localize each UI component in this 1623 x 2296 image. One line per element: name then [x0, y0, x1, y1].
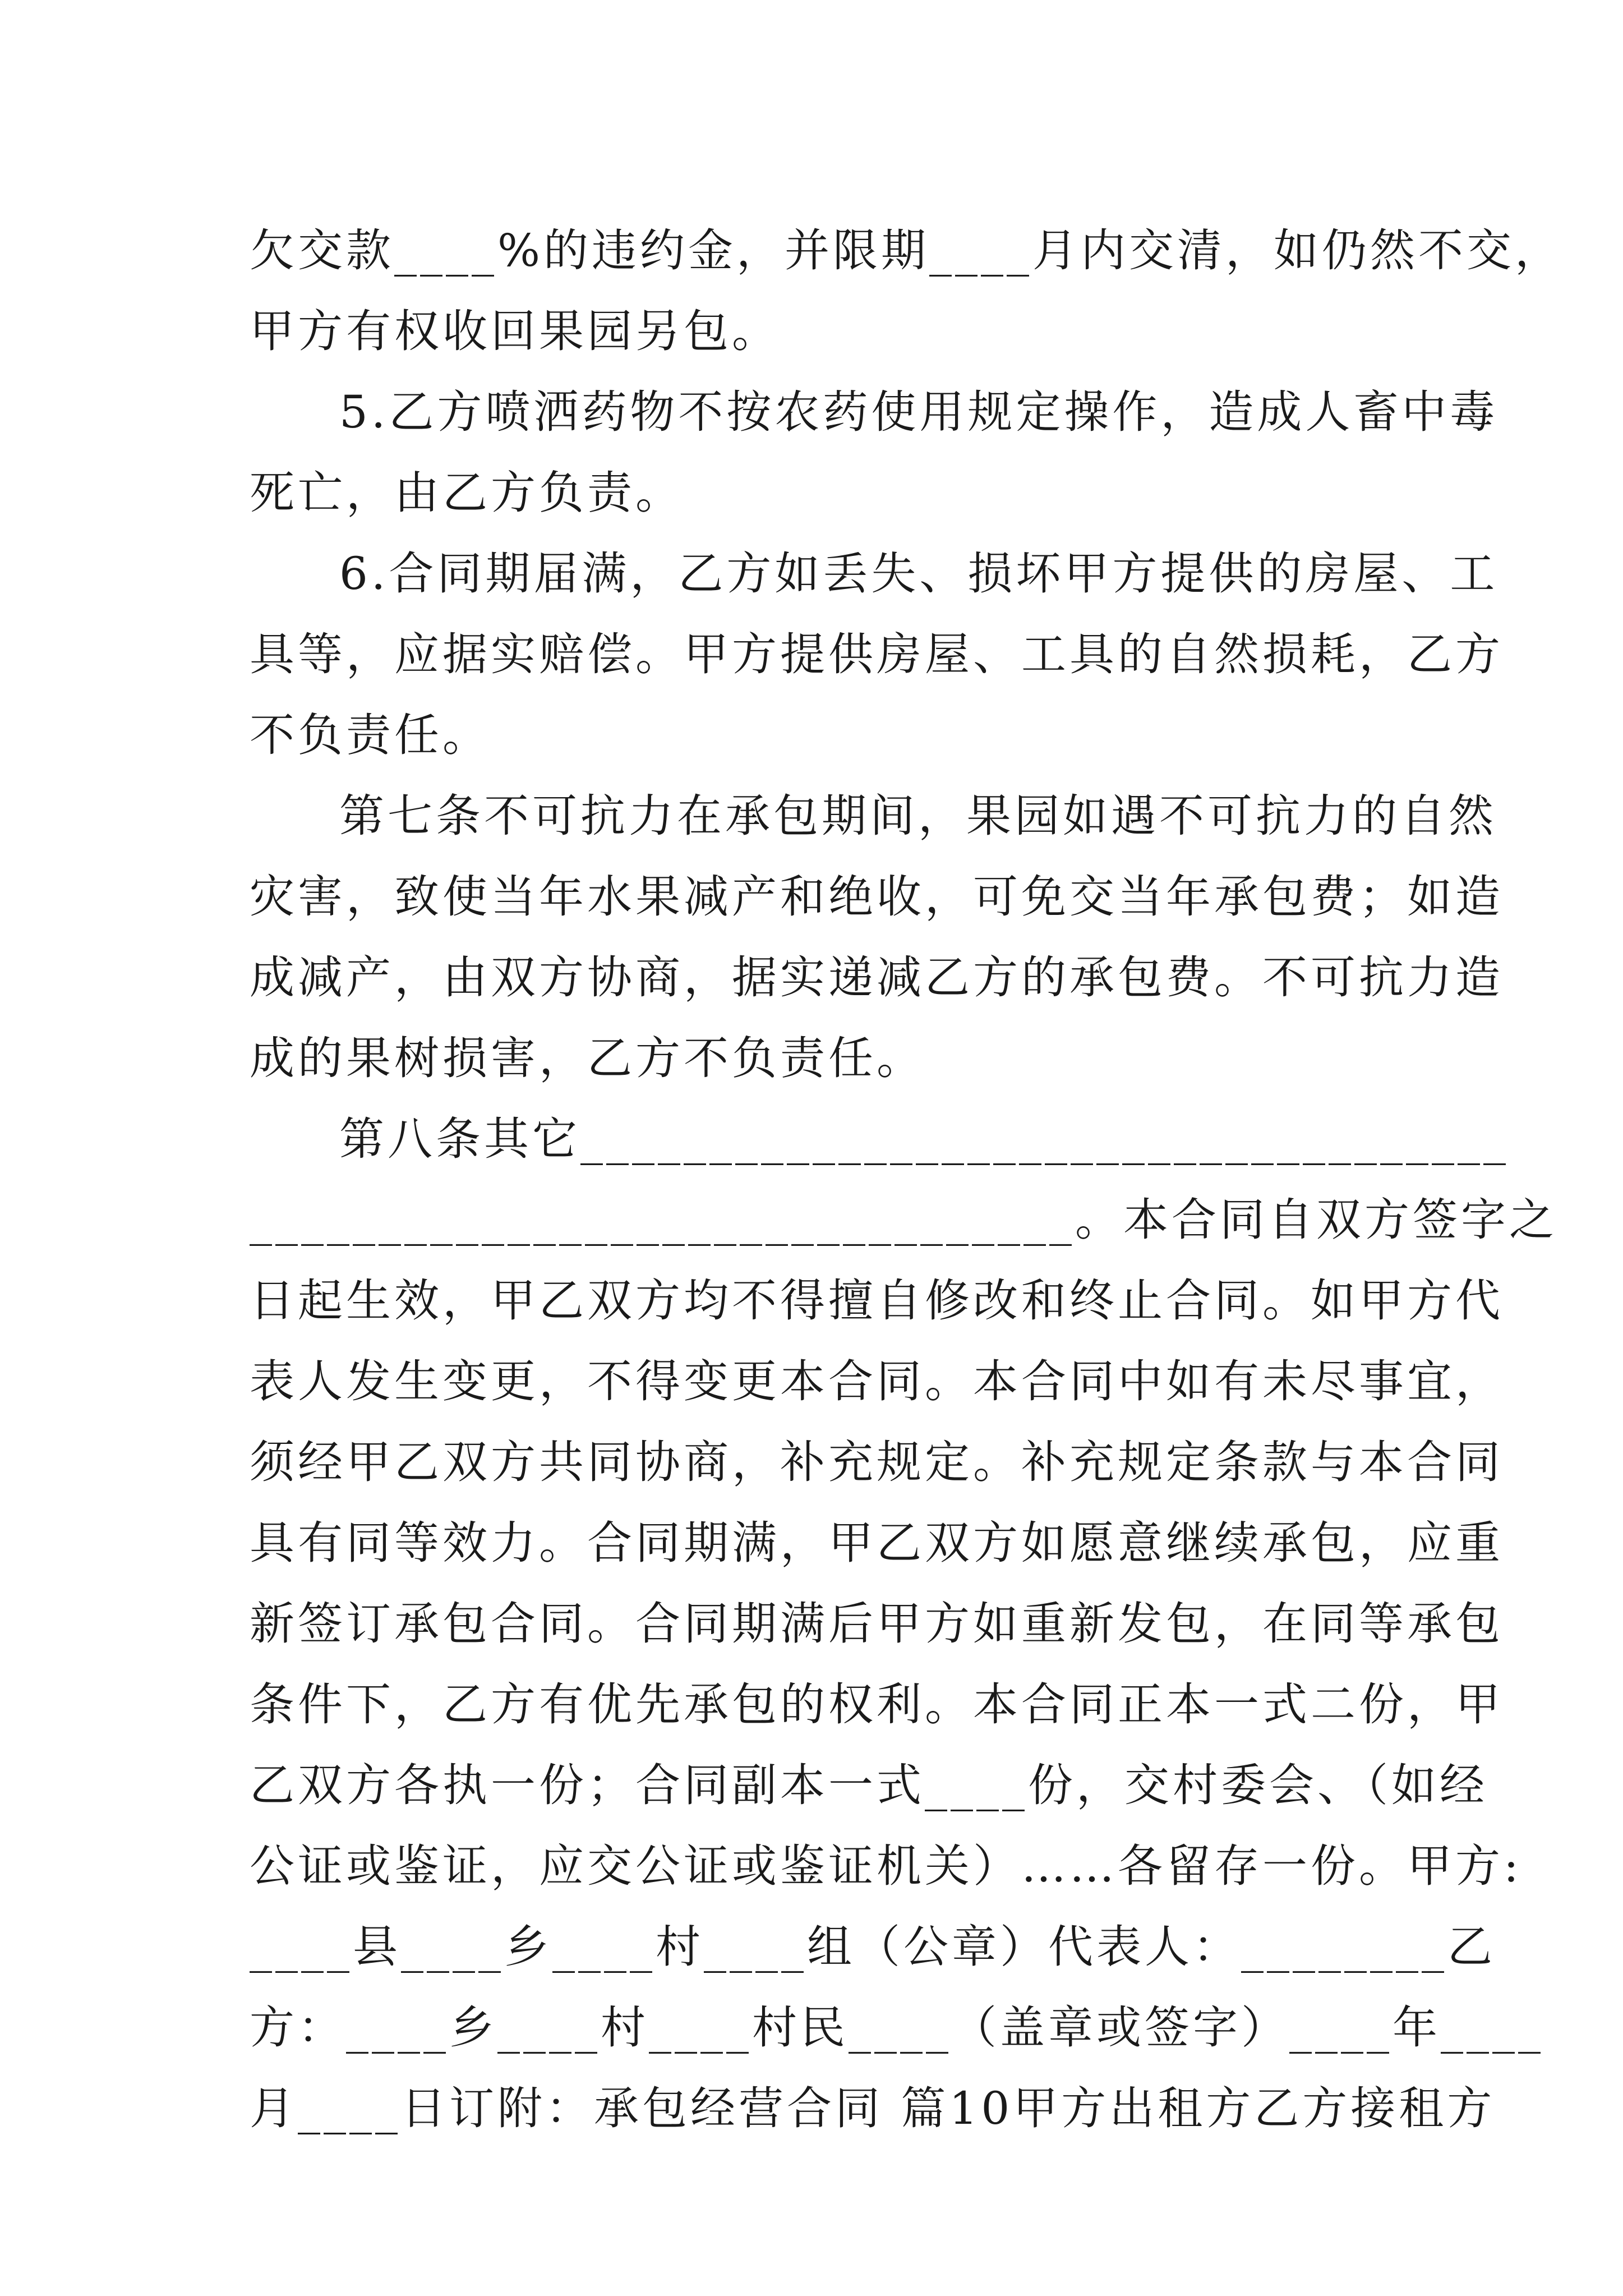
text-line: 条件下，乙方有优先承包的权利。本合同正本一式二份，甲 [250, 1678, 1504, 1731]
text-line: 方：____乡____村____村民____（盖章或签字）____年____ [250, 2001, 1544, 2054]
text-line: 表人发生变更，不得变更本合同。本合同中如有未尽事宜， [250, 1355, 1504, 1407]
text-line: 灾害，致使当年水果减产和绝收，可免交当年承包费；如造 [250, 871, 1504, 923]
text-line: 死亡，由乙方负责。 [250, 467, 684, 519]
text-line: 第七条不可抗力在承包期间，果园如遇不可抗力的自然 [339, 790, 1497, 842]
text-line: 新签订承包合同。合同期满后甲方如重新发包，在同等承包 [250, 1598, 1504, 1650]
text-line: 成减产，由双方协商，据实递减乙方的承包费。不可抗力造 [250, 951, 1504, 1004]
text-line: 须经甲乙双方共同协商，补充规定。补充规定条款与本合同 [250, 1436, 1504, 1488]
text-line: 欠交款____%的违约金，并限期____月内交清，如仍然不交， [250, 224, 1564, 277]
text-line: ________________________________。本合同自双方签字之 [250, 1194, 1557, 1246]
text-line: 乙双方各执一份；合同副本一式____份，交村委会、（如经 [250, 1759, 1488, 1811]
document-body [250, 210, 1564, 2149]
text-line: 不负责任。 [250, 709, 491, 761]
text-line: 6.合同期届满，乙方如丢失、损坏甲方提供的房屋、工 [339, 547, 1498, 600]
text-line: 公证或鉴证，应交公证或鉴证机关）……各留存一份。甲方: [250, 1840, 1522, 1892]
text-line: 5.乙方喷洒药物不按农药使用规定操作，造成人畜中毒 [339, 386, 1498, 438]
text-line: 成的果树损害，乙方不负责任。 [250, 1032, 925, 1084]
text-line: 具等，应据实赔偿。甲方提供房屋、工具的自然损耗，乙方 [250, 628, 1504, 680]
text-line: 月____日订附：承包经营合同 篇10甲方出租方乙方接租方 [250, 2082, 1496, 2134]
text-line: 第八条其它____________________________________ [339, 1113, 1509, 1165]
text-line: 甲方有权收回果园另包。 [250, 305, 780, 357]
text-line: 具有同等效力。合同期满，甲乙双方如愿意继续承包，应重 [250, 1517, 1504, 1569]
text-line: ____县____乡____村____组（公章）代表人：________乙 [250, 1921, 1496, 1973]
text-line: 日起生效，甲乙双方均不得擅自修改和终止合同。如甲方代 [250, 1274, 1504, 1327]
